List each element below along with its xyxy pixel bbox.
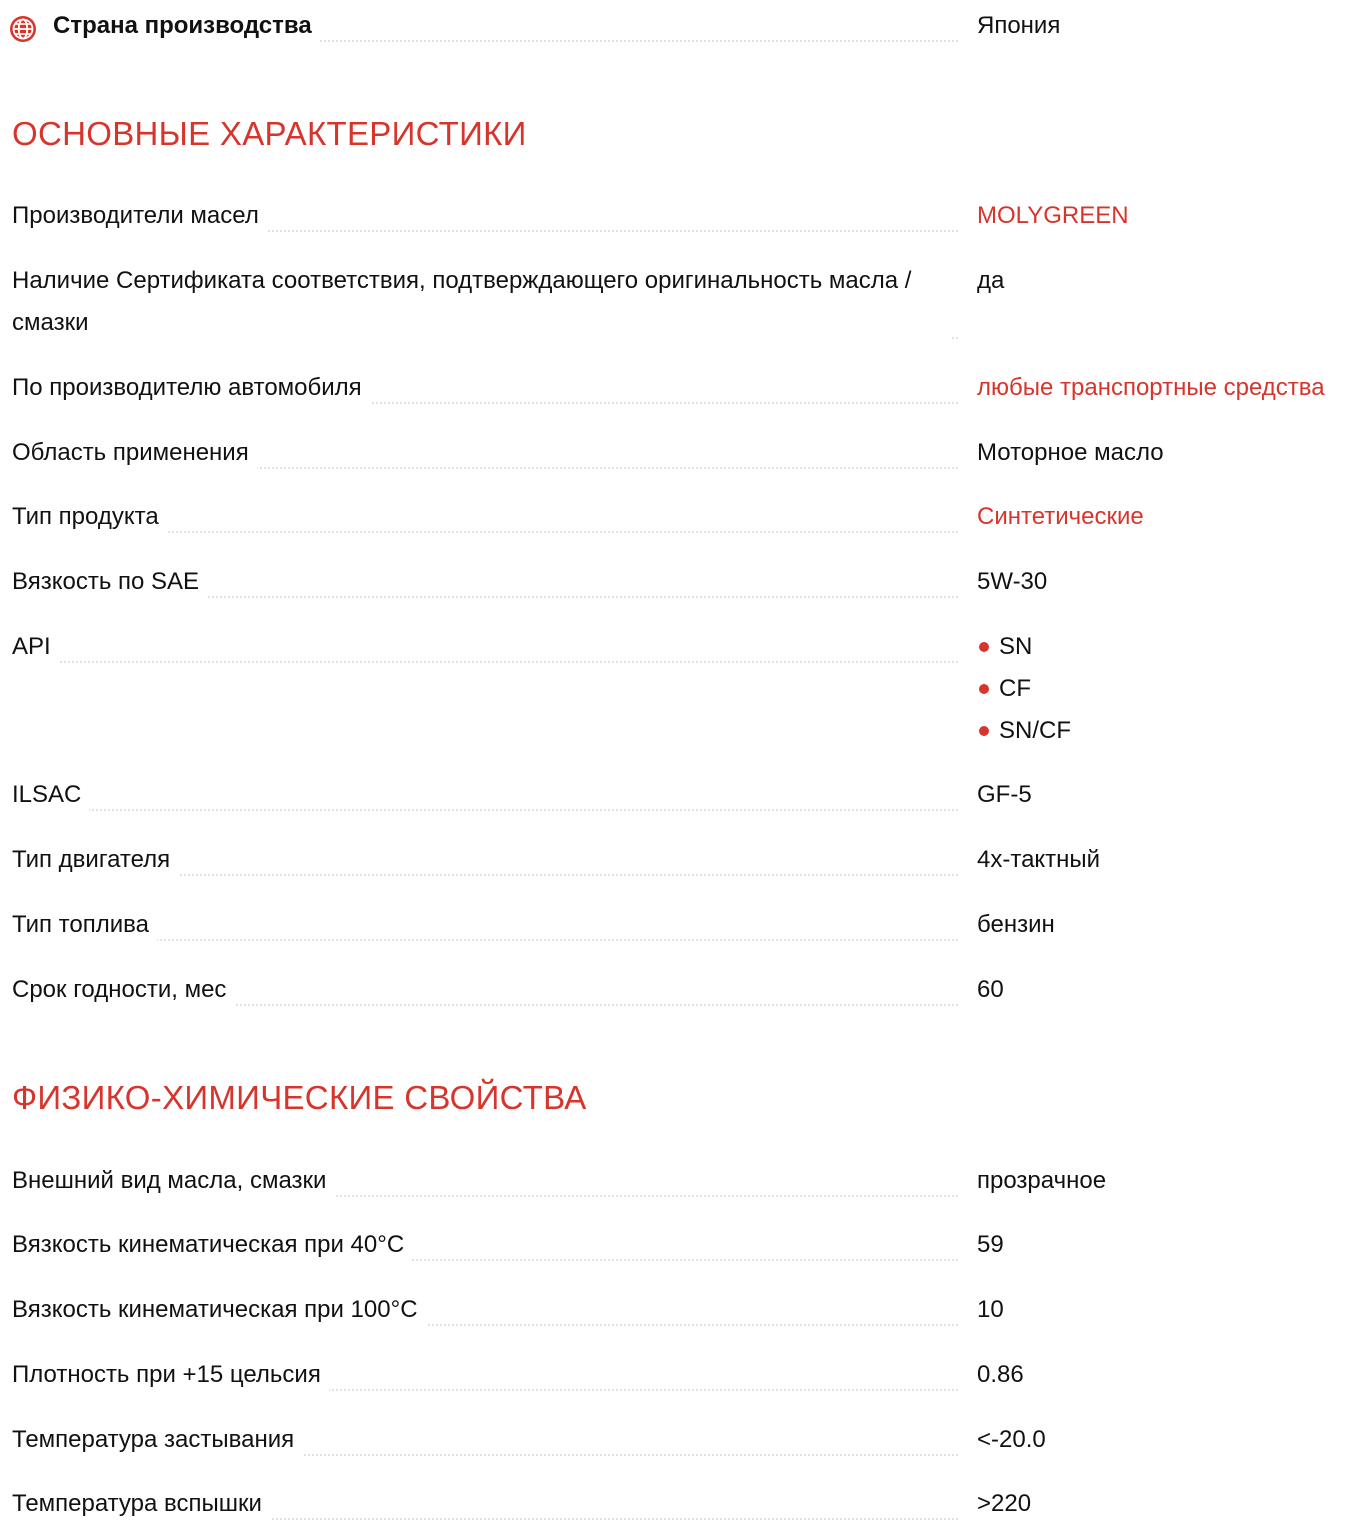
spec-value: <-20.0	[977, 1426, 1046, 1453]
spec-value: да	[977, 267, 1005, 294]
spec-label: Тип топлива	[12, 904, 157, 946]
spec-label: Тип продукта	[12, 496, 167, 538]
api-list-item: SN/CF	[977, 710, 1071, 752]
section-title-physchem: ФИЗИКО-ХИМИЧЕСКИЕ СВОЙСТВА	[12, 1079, 587, 1116]
spec-label-container	[12, 5, 958, 47]
dotted-leader	[12, 661, 958, 663]
spec-value: Моторное масло	[977, 439, 1164, 466]
bullet-icon	[979, 684, 989, 694]
spec-value: прозрачное	[977, 1167, 1107, 1194]
bullet-icon	[979, 642, 989, 652]
section-title-main: ОСНОВНЫЕ ХАРАКТЕРИСТИКИ	[12, 115, 527, 152]
spec-label: Вязкость по SAE	[12, 561, 207, 603]
spec-value: 4х-тактный	[977, 846, 1101, 873]
spec-value-link[interactable]: любые транспортные средства	[977, 374, 1325, 401]
api-list	[977, 626, 1071, 752]
spec-label: Страна производства	[12, 5, 320, 47]
spec-label: Область применения	[12, 432, 257, 474]
spec-value: GF-5	[977, 781, 1032, 808]
spec-label: API	[12, 626, 59, 668]
api-list-item: SN	[977, 626, 1071, 668]
spec-label: ILSAC	[12, 774, 89, 816]
spec-value: >220	[977, 1490, 1032, 1517]
spec-label: Вязкость кинематическая при 40°C	[12, 1224, 412, 1266]
api-list-item: CF	[977, 668, 1071, 710]
dotted-leader	[12, 809, 958, 811]
spec-label: Тип двигателя	[12, 839, 178, 881]
spec-value: 60	[977, 976, 1004, 1003]
spec-value: 10	[977, 1296, 1004, 1323]
spec-value-link[interactable]: MOLYGREEN	[977, 202, 1129, 229]
spec-label: Производители масел	[12, 195, 267, 237]
spec-label: Срок годности, мес	[12, 969, 234, 1011]
spec-label: Температура вспышки	[12, 1483, 270, 1525]
spec-value: бензин	[977, 911, 1055, 938]
bullet-icon	[979, 726, 989, 736]
spec-value: 5W-30	[977, 568, 1048, 595]
spec-label: Внешний вид масла, смазки	[12, 1160, 334, 1202]
spec-label: Плотность при +15 цельсия	[12, 1354, 329, 1396]
spec-value: 59	[977, 1231, 1004, 1258]
spec-value-link[interactable]: Синтетические	[977, 503, 1144, 530]
spec-label: По производителю автомобиля	[12, 367, 370, 409]
spec-label: Наличие Сертификата соответствия, подтверждающего оригинальность масла / смазки	[12, 260, 952, 344]
globe-icon	[9, 15, 37, 43]
spec-label: Температура застывания	[12, 1419, 302, 1461]
spec-label: Вязкость кинематическая при 100°C	[12, 1289, 426, 1331]
spec-value: 0.86	[977, 1361, 1024, 1388]
spec-value: Япония	[977, 12, 1061, 39]
